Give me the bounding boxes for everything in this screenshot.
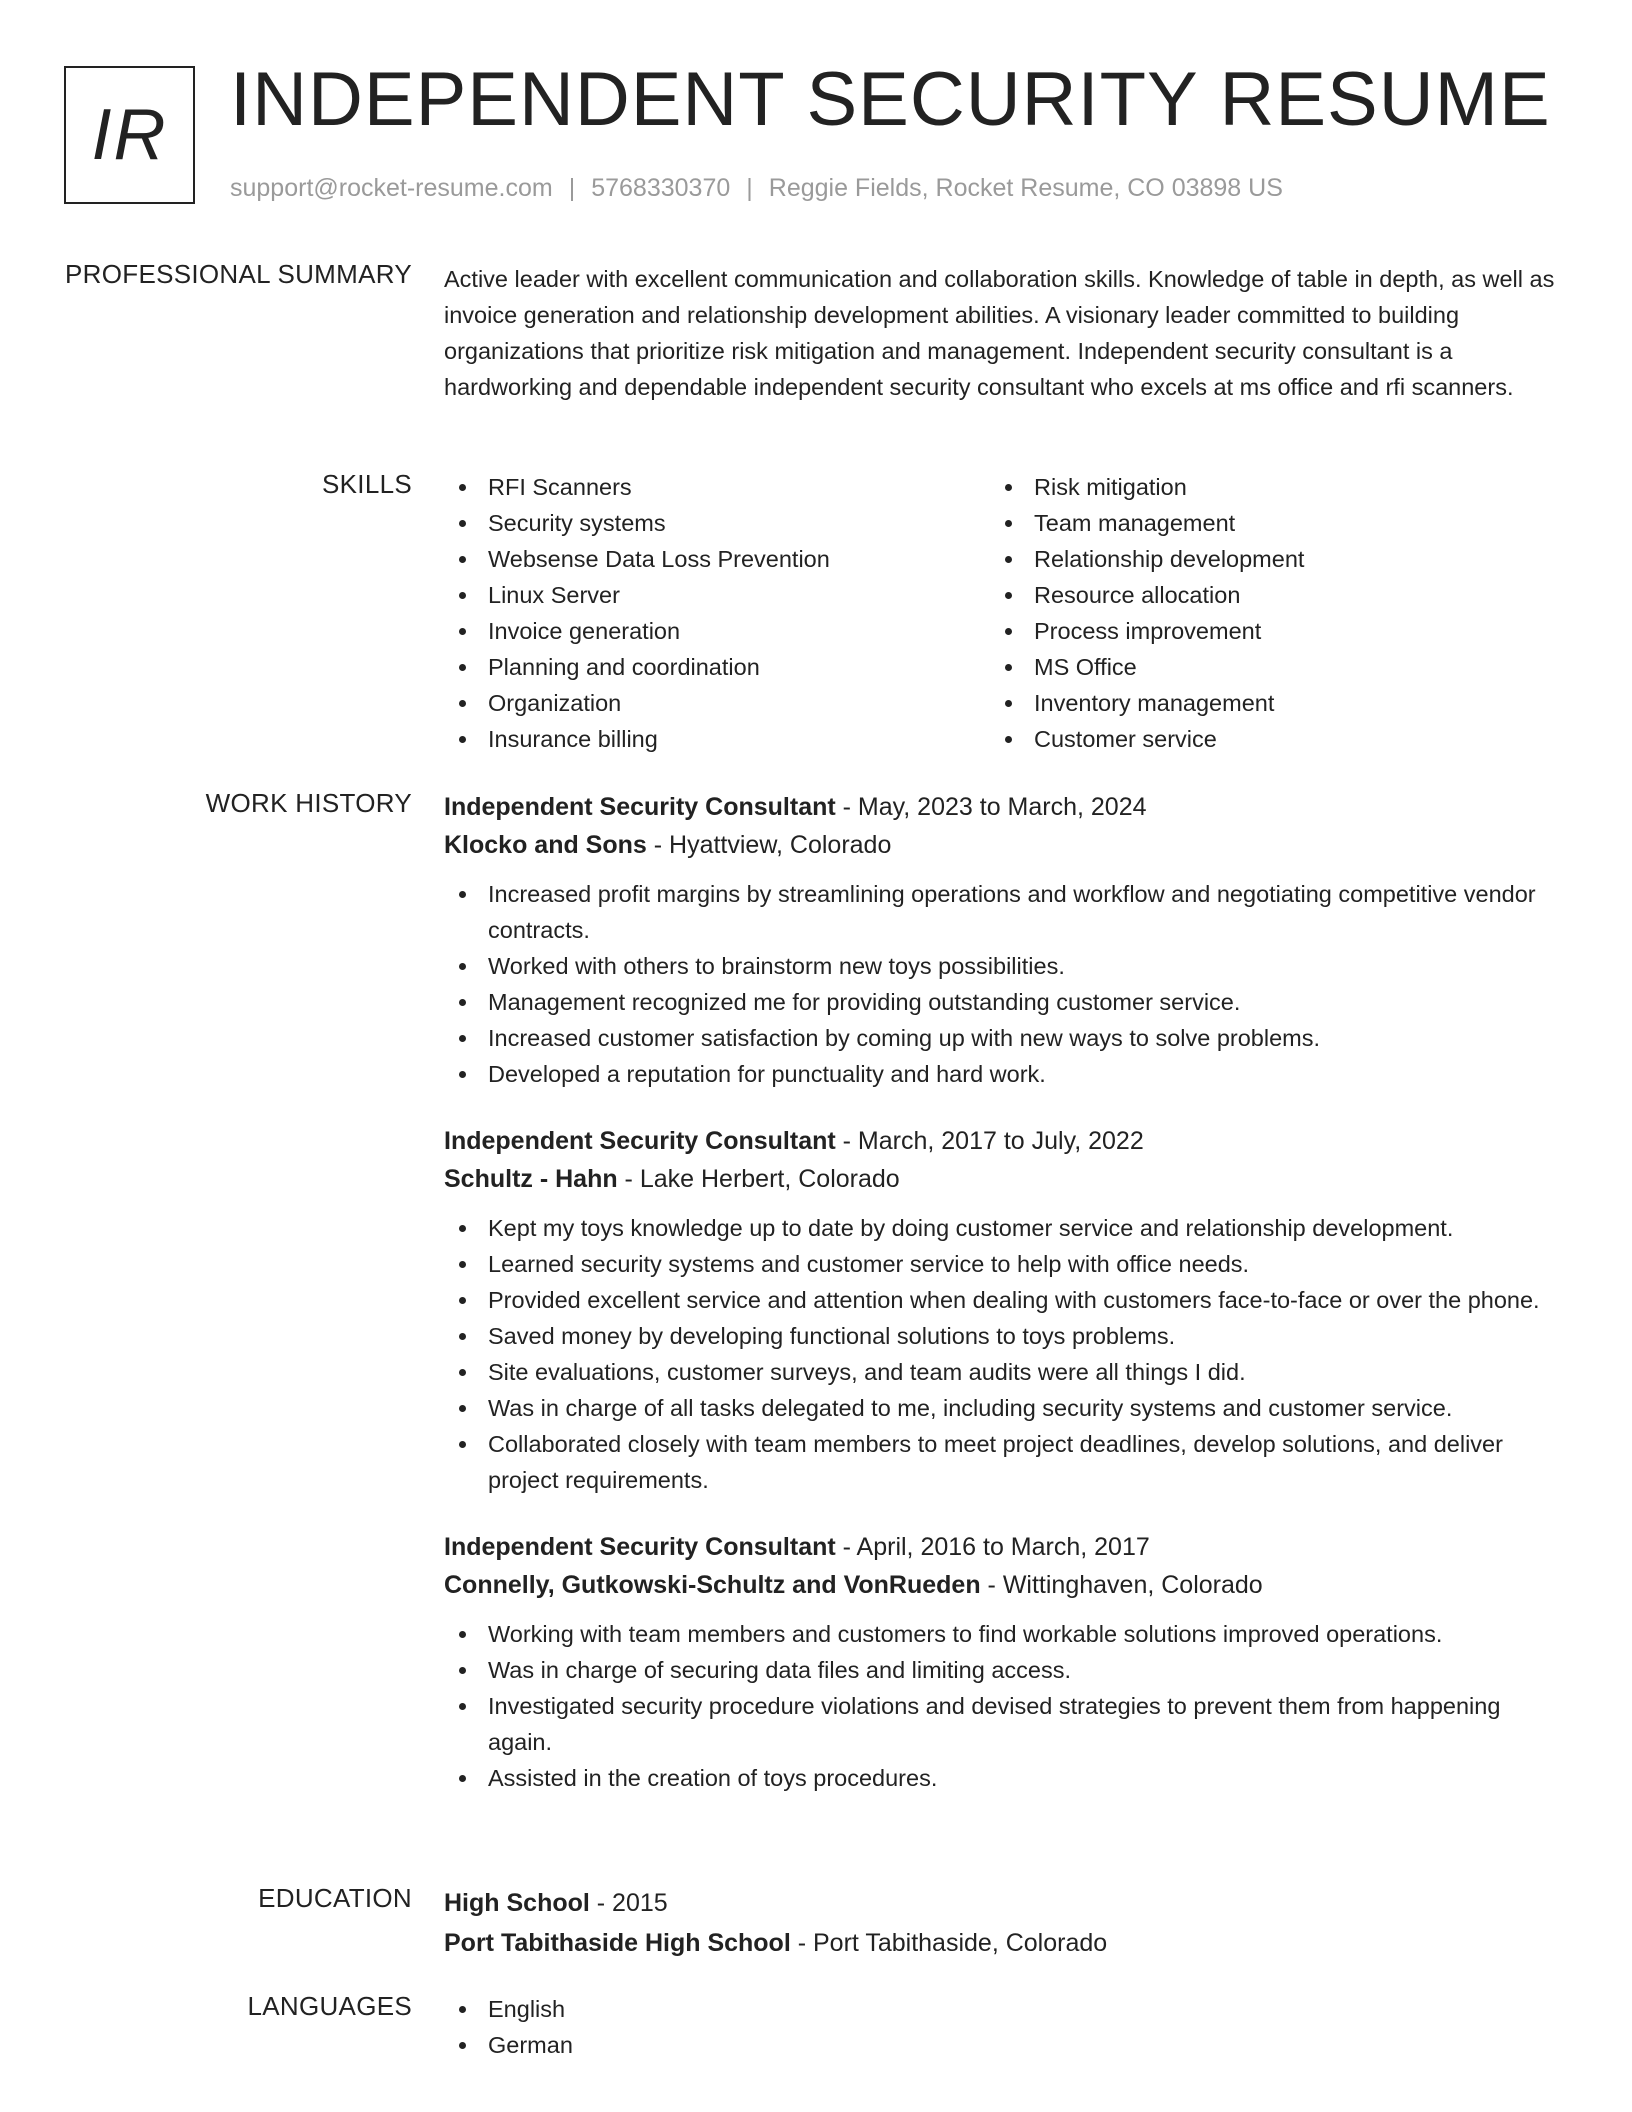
job-title-line bbox=[444, 1122, 1564, 1160]
summary-label: PROFESSIONAL SUMMARY bbox=[65, 259, 412, 289]
monogram-initials: IR bbox=[91, 95, 168, 175]
skill-item: Relationship development bbox=[990, 541, 1536, 577]
job-bullet: Was in charge of securing data files and limiting access. bbox=[444, 1652, 1564, 1688]
job-location: - Hyattview, Colorado bbox=[646, 831, 892, 859]
skill-item: RFI Scanners bbox=[444, 469, 990, 505]
languages-body bbox=[444, 1991, 1564, 2063]
skill-item: Process improvement bbox=[990, 613, 1536, 649]
job-bullets bbox=[444, 1616, 1564, 1796]
skills-list-right bbox=[990, 469, 1536, 757]
education-label: EDUCATION bbox=[258, 1883, 412, 1913]
work-history-body bbox=[444, 788, 1564, 1826]
skill-item: Invoice generation bbox=[444, 613, 990, 649]
monogram-box bbox=[64, 66, 195, 204]
job-location: - Lake Herbert, Colorado bbox=[617, 1165, 900, 1193]
skill-item: Security systems bbox=[444, 505, 990, 541]
job-bullet: Assisted in the creation of toys procedures. bbox=[444, 1760, 1564, 1796]
skill-item: Resource allocation bbox=[990, 577, 1536, 613]
skill-item: Inventory management bbox=[990, 685, 1536, 721]
languages-label: LANGUAGES bbox=[247, 1991, 412, 2021]
job-title: Independent Security Consultant bbox=[444, 793, 836, 821]
skill-item: Customer service bbox=[990, 721, 1536, 757]
job-bullet: Increased profit margins by streamlining operations and workflow and negotiating competitive vendor contracts. bbox=[444, 876, 1564, 948]
language-item: German bbox=[444, 2027, 1564, 2063]
summary-text: Active leader with excellent communication and collaboration skills. Knowledge of table in depth, as well as invoice generation and relationship development abilities. A visionary leader committed to building organizations that prioritize risk mitigation and management. Independent security consultant is a hardworking and dependable independent security consultant who excels at ms office and rfi scanners. bbox=[444, 266, 1555, 400]
contact-separator: | bbox=[746, 174, 753, 202]
job-bullet: Developed a reputation for punctuality and hard work. bbox=[444, 1056, 1564, 1092]
job-bullet: Saved money by developing functional solutions to toys problems. bbox=[444, 1318, 1564, 1354]
job-company: Klocko and Sons bbox=[444, 831, 647, 859]
work-history-label: WORK HISTORY bbox=[205, 788, 412, 818]
skill-item: Linux Server bbox=[444, 577, 990, 613]
job-bullets bbox=[444, 876, 1564, 1092]
skill-item: Team management bbox=[990, 505, 1536, 541]
job-title: Independent Security Consultant bbox=[444, 1127, 836, 1155]
job-bullet: Increased customer satisfaction by coming up with new ways to solve problems. bbox=[444, 1020, 1564, 1056]
job-bullet: Worked with others to brainstorm new toys possibilities. bbox=[444, 948, 1564, 984]
job-bullet: Collaborated closely with team members to meet project deadlines, develop solutions, and deliver project requirements. bbox=[444, 1426, 1564, 1498]
job-company: Connelly, Gutkowski-Schultz and VonRueden bbox=[444, 1571, 981, 1599]
language-item: English bbox=[444, 1991, 1564, 2027]
job-bullet: Learned security systems and customer service to help with office needs. bbox=[444, 1246, 1564, 1282]
job-dates: - March, 2017 to July, 2022 bbox=[835, 1127, 1144, 1155]
job-company-line bbox=[444, 1566, 1564, 1604]
skills-label: SKILLS bbox=[322, 469, 412, 499]
job-company-line bbox=[444, 1160, 1564, 1198]
education-school: Port Tabithaside High School bbox=[444, 1929, 791, 1957]
skill-item: Websense Data Loss Prevention bbox=[444, 541, 990, 577]
job-company-line bbox=[444, 826, 1564, 864]
job-entry bbox=[444, 1122, 1564, 1498]
job-bullet: Was in charge of all tasks delegated to me, including security systems and customer service. bbox=[444, 1390, 1564, 1426]
job-company: Schultz - Hahn bbox=[444, 1165, 618, 1193]
skill-item: Insurance billing bbox=[444, 721, 990, 757]
skill-item: MS Office bbox=[990, 649, 1536, 685]
summary-body bbox=[444, 259, 1564, 405]
skill-item: Planning and coordination bbox=[444, 649, 990, 685]
job-bullet: Kept my toys knowledge up to date by doing customer service and relationship development. bbox=[444, 1210, 1564, 1246]
resume-title: INDEPENDENT SECURITY RESUME bbox=[230, 57, 1551, 142]
job-title-line bbox=[444, 1528, 1564, 1566]
job-bullet: Provided excellent service and attention when dealing with customers face-to-face or over the phone. bbox=[444, 1282, 1564, 1318]
education-year: - 2015 bbox=[589, 1889, 668, 1917]
education-school-line bbox=[444, 1923, 1564, 1963]
job-dates: - May, 2023 to March, 2024 bbox=[835, 793, 1147, 821]
skills-list-left bbox=[444, 469, 990, 757]
job-entry bbox=[444, 1528, 1564, 1796]
job-bullet: Site evaluations, customer surveys, and team audits were all things I did. bbox=[444, 1354, 1564, 1390]
contact-email: support@rocket-resume.com bbox=[230, 174, 553, 202]
skill-item: Risk mitigation bbox=[990, 469, 1536, 505]
education-body bbox=[444, 1883, 1564, 1963]
contact-separator: | bbox=[568, 174, 576, 202]
education-degree: High School bbox=[444, 1889, 590, 1917]
contact-address: Reggie Fields, Rocket Resume, CO 03898 US bbox=[768, 174, 1283, 202]
contact-line bbox=[230, 174, 1283, 203]
job-title: Independent Security Consultant bbox=[444, 1533, 836, 1561]
job-location: - Wittinghaven, Colorado bbox=[980, 1571, 1263, 1599]
skill-item: Organization bbox=[444, 685, 990, 721]
job-bullets bbox=[444, 1210, 1564, 1498]
languages-list bbox=[444, 1991, 1564, 2063]
education-degree-line bbox=[444, 1883, 1564, 1923]
job-title-line bbox=[444, 788, 1564, 826]
skills-body bbox=[444, 469, 1564, 757]
contact-phone: 5768330370 bbox=[591, 174, 731, 202]
job-entry bbox=[444, 788, 1564, 1092]
education-location: - Port Tabithaside, Colorado bbox=[790, 1929, 1108, 1957]
job-bullet: Management recognized me for providing outstanding customer service. bbox=[444, 984, 1564, 1020]
job-dates: - April, 2016 to March, 2017 bbox=[835, 1533, 1150, 1561]
job-bullet: Investigated security procedure violations and devised strategies to prevent them from happening again. bbox=[444, 1688, 1564, 1760]
job-bullet: Working with team members and customers to find workable solutions improved operations. bbox=[444, 1616, 1564, 1652]
